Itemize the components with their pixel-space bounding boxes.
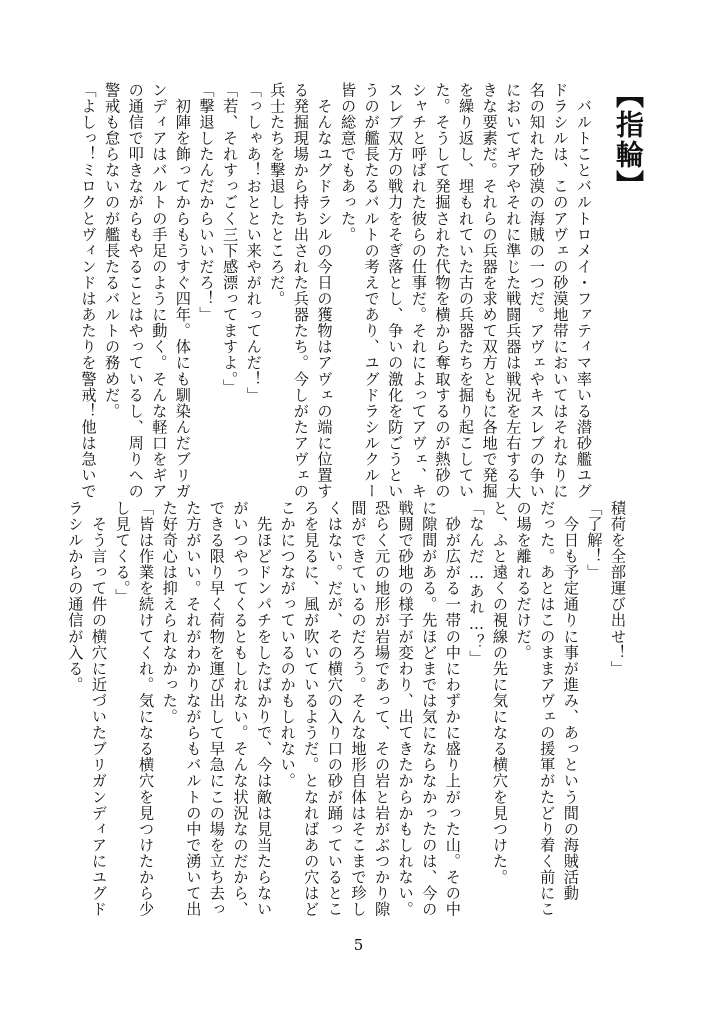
text-line: スレブ双方の戦力をそぎ落とし、争いの激化を防ごうとい (386, 82, 405, 500)
text-line: の場を離れるだけだ。 (514, 500, 533, 661)
text-line: と、ふと遠くの視線の先に気になる横穴を見つけた。 (491, 500, 510, 886)
text-line: 「了解！」 (585, 500, 604, 581)
text-line: きな要素だ。それらの兵器を求めて双方ともに各地で発掘 (480, 82, 499, 500)
text-line: 「撃退したんだからいいだろ！」 (197, 82, 216, 323)
text-line: ンディアはバルトの手足のように動く。そんな軽口をギア (150, 82, 169, 500)
text-line: た好奇心は抑えられなかった。 (160, 500, 179, 725)
text-line: くはない。だが、その横穴の入り口の砂が踊っているとこ (325, 500, 344, 918)
text-line: 砂が広がる一帯の中にわずかに盛り上がった山。その中 (443, 500, 462, 918)
text-line: 皆の総意でもあった。 (339, 82, 358, 243)
text-line: バルトことバルトロメイ・ファティマ率いる潜砂艦ユグ (575, 82, 593, 500)
text-line: 「よしっ！ミロクとヴィンドはあたりを警戒！他は急いで (79, 82, 98, 500)
text-line: 「っしゃあ！おととい来やがれってんだ！」 (244, 82, 263, 403)
text-line: ラシルからの通信が入る。 (66, 500, 85, 693)
text-line: うのが艦長たるバルトの考えであり、ユグドラシルクルー (362, 82, 381, 500)
text-line: がいつやってくるともしれない。そんな状況なのだから、 (231, 500, 250, 918)
text-line: ろを見るに、風が吹いているようだ。となればあの穴はど (302, 500, 321, 918)
text-line: シャチと呼ばれた彼らの仕事だ。それによってアヴェ、キ (409, 82, 428, 500)
text-line: し見てくる。」 (113, 500, 132, 605)
upper-text-block (76, 82, 595, 500)
text-line: 「皆は作業を続けてくれ。気になる横穴を見つけたから少 (137, 500, 156, 918)
text-line: 「なんだ…あれ…？」 (467, 500, 486, 667)
text-line: 初陣を飾ってからもうすぐ四年。体にも馴染んだブリガ (173, 82, 192, 500)
text-line: 先ほどドンパチをしたばかりで、今は敵は見当たらない (255, 500, 274, 918)
lower-text-block (63, 500, 629, 918)
text-line: た。そうして発掘された代物を横から奪取するのが熱砂の (433, 82, 452, 500)
chapter-title: 【指輪】 (612, 80, 645, 200)
text-line: そう言って件の横穴に近づいたブリガンディアにユグド (89, 500, 108, 918)
text-line: 戦闘で砂地の様子が変わり、出てきたからかもしれない。 (396, 500, 415, 918)
text-line: の通信で叩きながらもやることはやっているし、周りへの (126, 82, 145, 500)
text-line: だった。あとはこのままアヴェの援軍がたどり着く前にこ (538, 500, 557, 918)
text-line: 警戒も怠らないのが艦長たるバルトの務めだ。 (103, 82, 122, 420)
page-number: 5 (353, 936, 364, 954)
text-line: 「若、それすっごく三下感漂ってますよ。」 (221, 82, 240, 396)
text-line: においてギアやそれに準じた戦闘兵器は戦況を左右する大 (504, 82, 523, 500)
text-line: た方がいい。それがわかりながらもバルトの中で湧いて出 (184, 500, 203, 918)
text-line: 積荷を全部運び出せ！」 (609, 500, 627, 677)
text-line: 間ができているのだろう。そんな地形自体はそこまで珍し (349, 500, 368, 918)
text-line: に隙間がある。先ほどまでは気にならなかったのは、今の (420, 500, 439, 918)
text-line: る発掘現場から持ち出された兵器たち。今しがたアヴェの (291, 82, 310, 500)
text-line: ドラシルは、このアヴェの砂漠地帯においてはそれなりに (551, 82, 570, 500)
text-line: こかにつながっているのかもしれない。 (278, 500, 297, 789)
text-line: 名の知れた砂漠の海賊の一つだ。アヴェやキスレブの争い (527, 82, 546, 500)
text-line: 兵士たちを撃退したところだ。 (268, 82, 287, 307)
text-line: 今日も予定通りに事が進み、あっという間の海賊活動 (561, 500, 580, 902)
text-line: 恐らく元の地形が岩場であって、その岩と岩がぶつかり隙 (373, 500, 392, 918)
text-line: できる限り早く荷物を運び出して早急にこの場を立ち去っ (207, 500, 226, 918)
text-line: そんなユグドラシルの今日の獲物はアヴェの端に位置す (315, 82, 334, 500)
text-line: を繰り返し、埋もれていた古の兵器たちを掘り起こしてい (457, 82, 476, 500)
